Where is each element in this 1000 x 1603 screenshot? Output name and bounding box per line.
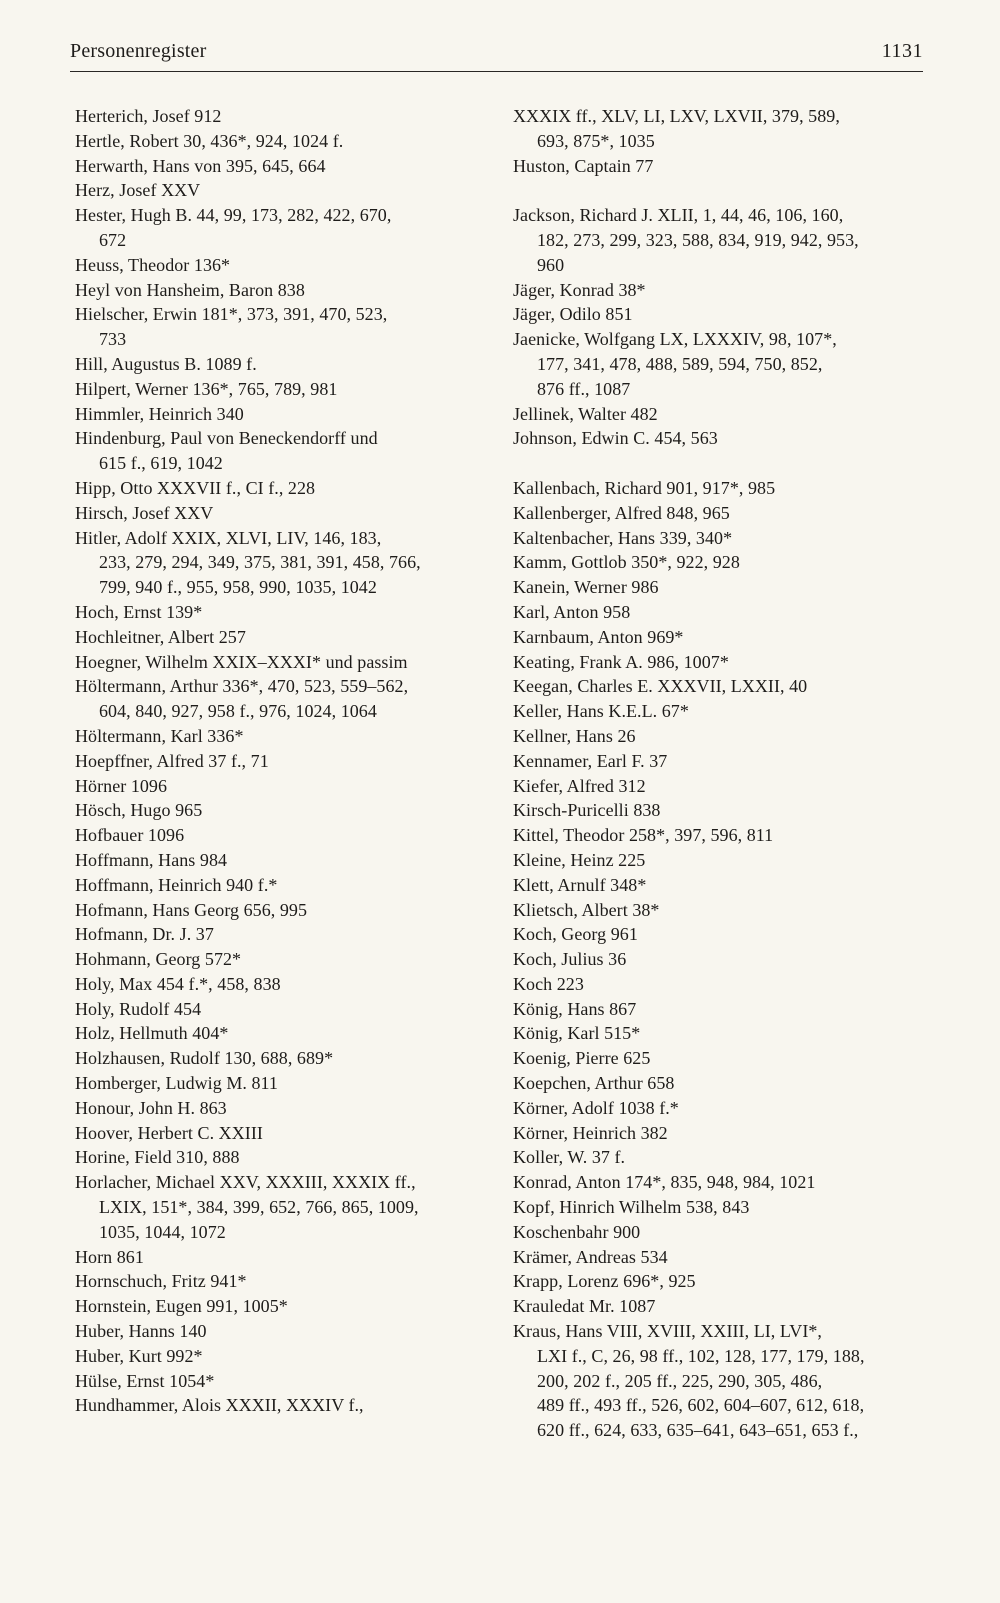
index-entry (75, 823, 475, 848)
index-entry (75, 774, 475, 799)
index-entry (75, 600, 475, 625)
entry-line: Klett, Arnulf 348* (513, 874, 647, 895)
entry-line: Konrad, Anton 174*, 835, 948, 984, 1021 (513, 1172, 816, 1193)
entry-line: XXXIX ff., XLV, LI, LXV, LXVII, 379, 589, (513, 106, 840, 126)
index-entry (513, 154, 913, 179)
index-entry (513, 749, 913, 774)
index-entry (513, 526, 913, 551)
index-entry (75, 972, 475, 997)
index-entry (513, 1121, 913, 1146)
entry-line: Horn 861 (75, 1246, 144, 1267)
index-entry (75, 674, 475, 724)
entry-line: Hitler, Adolf XXIX, XLVI, LIV, 146, 183, (75, 527, 382, 548)
entry-line: Hipp, Otto XXXVII f., CI f., 228 (75, 477, 316, 498)
index-entry (513, 997, 913, 1022)
index-entry (513, 600, 913, 625)
index-entry (513, 1071, 913, 1096)
index-entry (513, 650, 913, 675)
entry-line: 1035, 1044, 1072 (99, 1221, 226, 1242)
index-entry (75, 997, 475, 1022)
entry-line: 233, 279, 294, 349, 375, 381, 391, 458, 766, (99, 552, 421, 573)
entry-line: Huber, Kurt 992* (75, 1345, 203, 1366)
index-entry (513, 1319, 913, 1443)
entry-line: 615 f., 619, 1042 (99, 453, 223, 474)
index-entry (513, 501, 913, 526)
entry-line: Höltermann, Karl 336* (75, 725, 244, 746)
index-entry (513, 972, 913, 997)
index-entry (513, 1294, 913, 1319)
entry-line: Jäger, Konrad 38* (513, 279, 646, 300)
entry-line: König, Hans 867 (513, 998, 637, 1019)
index-entry (513, 1220, 913, 1245)
entry-line: Koschenbahr 900 (513, 1221, 641, 1242)
index-entry (513, 1195, 913, 1220)
entry-line: Jaenicke, Wolfgang LX, LXXXIV, 98, 107*, (513, 329, 837, 350)
index-entry (75, 352, 475, 377)
index-entry (513, 823, 913, 848)
index-entry (75, 724, 475, 749)
index-entry (513, 724, 913, 749)
index-entry (75, 1145, 475, 1170)
index-entry (75, 178, 475, 203)
index-entry (75, 749, 475, 774)
index-entry (75, 798, 475, 823)
index-entry (513, 104, 913, 154)
index-entry (75, 104, 475, 129)
entry-line: Körner, Heinrich 382 (513, 1122, 668, 1143)
index-entry (75, 1046, 475, 1071)
index-entry (513, 203, 913, 277)
index-entry (75, 253, 475, 278)
header-title: Personenregister (70, 40, 207, 62)
index-entry (513, 947, 913, 972)
index-entry (513, 402, 913, 427)
entry-line: Hülse, Ernst 1054* (75, 1370, 215, 1391)
index-entry (513, 848, 913, 873)
entry-line: Kallenbach, Richard 901, 917*, 985 (513, 477, 776, 498)
index-entry (513, 476, 913, 501)
entry-line: Hochleitner, Albert 257 (75, 626, 246, 647)
index-entry (513, 922, 913, 947)
entry-line: Kaltenbacher, Hans 339, 340* (513, 527, 733, 548)
entry-line: Jackson, Richard J. XLII, 1, 44, 46, 106, 160, (513, 205, 844, 226)
entry-line: 876 ff., 1087 (537, 378, 631, 399)
entry-line: Koch, Julius 36 (513, 949, 627, 970)
entry-line: Kiefer, Alfred 312 (513, 775, 646, 796)
index-entry (75, 501, 475, 526)
entry-line: Herz, Josef XXV (75, 180, 201, 201)
entry-line: Heuss, Theodor 136* (75, 254, 231, 275)
index-entry (75, 1369, 475, 1394)
index-entry (513, 1021, 913, 1046)
entry-line: Kanein, Werner 986 (513, 577, 659, 598)
index-entry (75, 1121, 475, 1146)
entry-line: Hundhammer, Alois XXXII, XXXIV f., (75, 1395, 364, 1416)
entry-line: Hill, Augustus B. 1089 f. (75, 353, 257, 374)
entry-line: Huston, Captain 77 (513, 155, 654, 176)
entry-line: Höltermann, Arthur 336*, 470, 523, 559–562, (75, 676, 409, 697)
index-entry (513, 699, 913, 724)
entry-line: Hirsch, Josef XXV (75, 502, 214, 523)
index-entry (75, 898, 475, 923)
entry-line: 799, 940 f., 955, 958, 990, 1035, 1042 (99, 577, 377, 598)
index-entry (513, 873, 913, 898)
index-entry (513, 774, 913, 799)
index-entry (75, 1294, 475, 1319)
index-entry (75, 1393, 475, 1418)
index-entry (75, 426, 475, 476)
index-entry (75, 1021, 475, 1046)
entry-line: Krapp, Lorenz 696*, 925 (513, 1271, 696, 1292)
entry-line: Honour, John H. 863 (75, 1097, 227, 1118)
entry-line: Keating, Frank A. 986, 1007* (513, 651, 729, 672)
entry-line: Hoegner, Wilhelm XXIX–XXXI* und passim (75, 651, 408, 672)
page-number: 1131 (881, 40, 923, 62)
index-entry (513, 550, 913, 575)
entry-line: Horine, Field 310, 888 (75, 1147, 240, 1168)
entry-line: Holy, Max 454 f.*, 458, 838 (75, 973, 281, 994)
entry-line: Kennamer, Earl F. 37 (513, 750, 668, 771)
running-header (70, 38, 923, 72)
entry-line: Kellner, Hans 26 (513, 725, 636, 746)
entry-line: Hoffmann, Heinrich 940 f.* (75, 874, 278, 895)
entry-line: 489 ff., 493 ff., 526, 602, 604–607, 612, 618, (537, 1395, 865, 1416)
entry-line: Hörner 1096 (75, 775, 168, 796)
entry-line: Karnbaum, Anton 969* (513, 626, 684, 647)
entry-line: Koepchen, Arthur 658 (513, 1073, 675, 1094)
index-entry (75, 526, 475, 600)
index-entry (75, 1170, 475, 1244)
entry-line: Hofmann, Dr. J. 37 (75, 924, 214, 945)
index-entry (75, 1245, 475, 1270)
entry-line: Kirsch-Puricelli 838 (513, 800, 661, 821)
entry-line: Koller, W. 37 f. (513, 1147, 626, 1168)
index-entry (513, 1096, 913, 1121)
entry-line: 672 (99, 229, 127, 250)
entry-line: Herwarth, Hans von 395, 645, 664 (75, 155, 326, 176)
entry-line: Holzhausen, Rudolf 130, 688, 689* (75, 1048, 334, 1069)
entry-line: Hösch, Hugo 965 (75, 800, 203, 821)
entry-line: Hertle, Robert 30, 436*, 924, 1024 f. (75, 130, 344, 151)
index-entry (513, 798, 913, 823)
index-entry (75, 873, 475, 898)
entry-line: Hornschuch, Fritz 941* (75, 1271, 247, 1292)
entry-line: Klietsch, Albert 38* (513, 899, 660, 920)
index-entry (75, 947, 475, 972)
entry-line: Krauledat Mr. 1087 (513, 1296, 656, 1317)
entry-line: Huber, Hanns 140 (75, 1321, 207, 1342)
entry-line: Hielscher, Erwin 181*, 373, 391, 470, 523, (75, 304, 388, 325)
entry-line: Hornstein, Eugen 991, 1005* (75, 1296, 288, 1317)
index-entry (75, 1071, 475, 1096)
index-entry (75, 129, 475, 154)
index-entry (513, 426, 913, 451)
entry-line: Hofbauer 1096 (75, 825, 185, 846)
index-entry (75, 922, 475, 947)
entry-line: Holz, Hellmuth 404* (75, 1023, 229, 1044)
entry-line: Karl, Anton 958 (513, 601, 631, 622)
entry-line: 177, 341, 478, 488, 589, 594, 750, 852, (537, 353, 823, 374)
index-entry (513, 1170, 913, 1195)
index-entry (75, 1344, 475, 1369)
index-entry (75, 1096, 475, 1121)
entry-line: Jäger, Odilo 851 (513, 304, 633, 325)
entry-line: Holy, Rudolf 454 (75, 998, 202, 1019)
entry-line: König, Karl 515* (513, 1023, 641, 1044)
index-entry (75, 203, 475, 253)
entry-line: 693, 875*, 1035 (537, 130, 655, 151)
entry-line: Hilpert, Werner 136*, 765, 789, 981 (75, 378, 338, 399)
entry-line: Hohmann, Georg 572* (75, 949, 242, 970)
index-entry (513, 898, 913, 923)
index-entry (513, 1046, 913, 1071)
entry-line: Herterich, Josef 912 (75, 106, 222, 126)
entry-line: 733 (99, 329, 127, 350)
entry-line: Hester, Hugh B. 44, 99, 173, 282, 422, 670, (75, 205, 392, 226)
index-entry (513, 278, 913, 303)
index-entry (75, 278, 475, 303)
entry-line: Koch 223 (513, 973, 584, 994)
index-entry (75, 650, 475, 675)
entry-line: Kopf, Hinrich Wilhelm 538, 843 (513, 1197, 750, 1218)
entry-line: Keller, Hans K.E.L. 67* (513, 701, 689, 722)
index-entry (513, 575, 913, 600)
entry-line: Horlacher, Michael XXV, XXXIII, XXXIX ff., (75, 1172, 416, 1193)
entry-line: Hoepffner, Alfred 37 f., 71 (75, 750, 269, 771)
index-entry (75, 1319, 475, 1344)
index-entry (513, 625, 913, 650)
entry-line: 960 (537, 254, 565, 275)
entry-line: 200, 202 f., 205 ff., 225, 290, 305, 486, (537, 1370, 823, 1391)
entry-line: Kleine, Heinz 225 (513, 849, 646, 870)
entry-line: Jellinek, Walter 482 (513, 403, 658, 424)
entry-line: Himmler, Heinrich 340 (75, 403, 244, 424)
index-entry (75, 848, 475, 873)
entry-line: Kallenberger, Alfred 848, 965 (513, 502, 730, 523)
index-entry (513, 1245, 913, 1270)
entry-line: Hoover, Herbert C. XXIII (75, 1122, 263, 1143)
index-entry (75, 476, 475, 501)
entry-line: Kraus, Hans VIII, XVIII, XXIII, LI, LVI*, (513, 1321, 822, 1342)
entry-line: Kamm, Gottlob 350*, 922, 928 (513, 552, 740, 573)
entry-line: Hoch, Ernst 139* (75, 601, 203, 622)
right-column (513, 104, 913, 1443)
entry-line: Hofmann, Hans Georg 656, 995 (75, 899, 308, 920)
index-entry (75, 1269, 475, 1294)
entry-line: Körner, Adolf 1038 f.* (513, 1097, 679, 1118)
entry-line: Heyl von Hansheim, Baron 838 (75, 279, 305, 300)
index-entry (75, 402, 475, 427)
header-rule (70, 71, 923, 72)
entry-line: Koenig, Pierre 625 (513, 1048, 651, 1069)
left-column (75, 104, 475, 1418)
index-entry (513, 302, 913, 327)
index-entry (75, 302, 475, 352)
entry-line: 182, 273, 299, 323, 588, 834, 919, 942, 953, (537, 229, 859, 250)
entry-line: Homberger, Ludwig M. 811 (75, 1073, 278, 1094)
index-entry (513, 674, 913, 699)
entry-line: Kittel, Theodor 258*, 397, 596, 811 (513, 825, 774, 846)
index-entry (75, 377, 475, 402)
entry-line: Johnson, Edwin C. 454, 563 (513, 428, 718, 449)
entry-line: Krämer, Andreas 534 (513, 1246, 668, 1267)
entry-line: Hoffmann, Hans 984 (75, 849, 228, 870)
index-entry (513, 327, 913, 401)
entry-line: 620 ff., 624, 633, 635–641, 643–651, 653 f., (537, 1420, 859, 1441)
entry-line: Koch, Georg 961 (513, 924, 638, 945)
index-entry (513, 1145, 913, 1170)
entry-line: 604, 840, 927, 958 f., 976, 1024, 1064 (99, 701, 377, 722)
index-entry (75, 625, 475, 650)
index-entry (75, 154, 475, 179)
entry-line: LXI f., C, 26, 98 ff., 102, 128, 177, 179, 188, (537, 1345, 865, 1366)
entry-line: Hindenburg, Paul von Beneckendorff und (75, 428, 378, 449)
entry-line: Keegan, Charles E. XXXVII, LXXII, 40 (513, 676, 808, 697)
index-entry (513, 1269, 913, 1294)
entry-line: LXIX, 151*, 384, 399, 652, 766, 865, 1009, (99, 1197, 419, 1218)
